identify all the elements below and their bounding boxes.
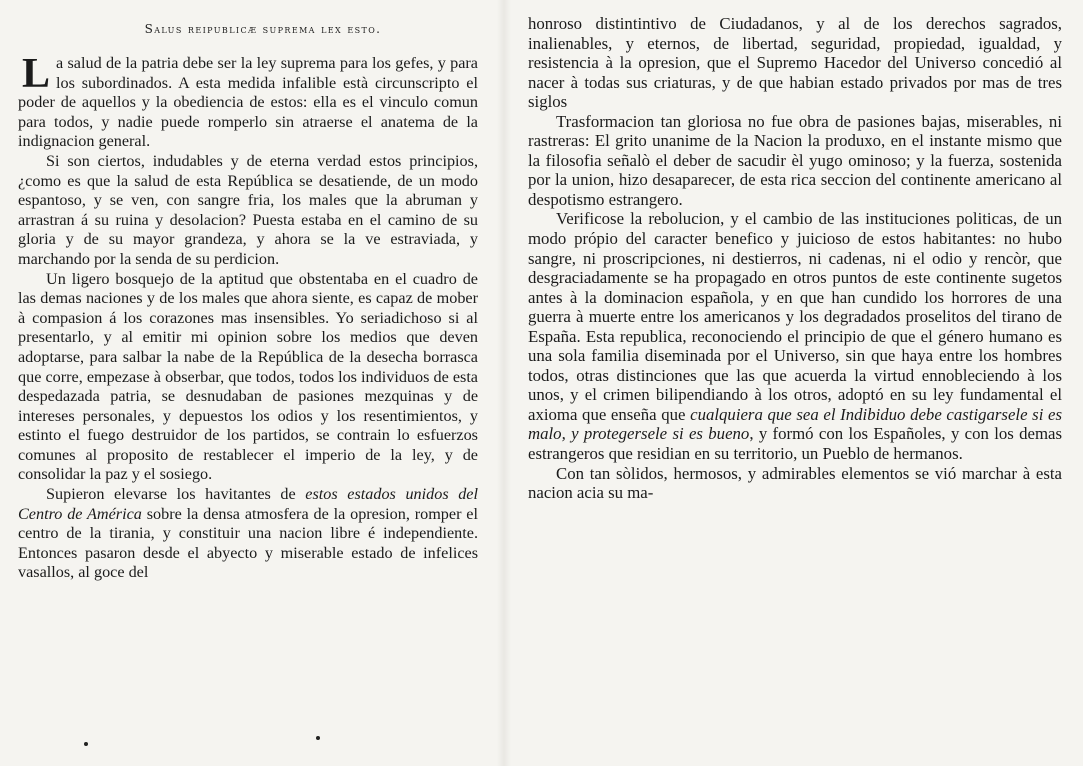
- left-column: [18, 51, 478, 583]
- left-paragraph-3: Un ligero bosquejo de la aptitud que obstentaba en el cuadro de las demas naciones y de los males que ahora siente, es capaz de mober à compasion á los corazones mas insensibles. Yo seriadichoso si al presentarlo, y al emitir mi opinion sobre los medios que deven adoptarse, para salbar la nabe de la República de la desecha borrasca que corre, empezase à obserbar, que todos, todos los individuos de esta despedazada patria, se desnudaban de pasiones mezquinas y de intereses personales, y depuestos los odios y los resentimientos, y estinto el fuego destruidor de los partidos, se contrain lo esfuerzos comunes al proposito de restablecer el imperio de la ley, y de consolidar la paz y el sosiego.: [18, 269, 478, 484]
- left-page: [18, 22, 478, 752]
- italic-phrase: estos estados unidos del Centro de América: [18, 485, 478, 523]
- right-paragraph-4: Con tan sòlidos, hermosos, y admirables elementos se vió marchar à esta nacion acia su ma-: [528, 463, 1062, 503]
- ink-speck: [84, 742, 88, 746]
- italic-axiom: cualquiera que sea el Indibiduo debe castigarsele si es malo, y protegersele si es bueno: [528, 404, 1062, 444]
- right-page: [528, 14, 1062, 754]
- drop-cap: L: [22, 51, 51, 97]
- left-paragraph-4: Supieron elevarse los havitantes de estos estados unidos del Centro de América sobre la densa atmosfera de la opresion, romper el centro de la tirania, y constituir una nacion libre é independiente. Entonces pasaron desde el abyecto y miserable estado de infelices vasallos, al goce del: [18, 485, 478, 582]
- running-head: Salus reipublicæ suprema lex esto.: [144, 22, 382, 36]
- left-paragraph-1: La salud de la patria debe ser la ley suprema para los gefes, y para los subordinados. A esta medida infalible està circunscripto el poder de aquellos y la obediencia de estos: ella es el vinculo comun para todos, y nadie puede romperlo sin atraerse el anatema de la indignacion general.: [18, 51, 478, 151]
- right-column: [528, 14, 1062, 503]
- right-paragraph-2: Trasformacion tan gloriosa no fue obra de pasiones bajas, miserables, ni rastreras: El grito unanime de la Nacion la produxo, en el instante mismo que la filosofia señalò el deber de sacudir èl yugo ominoso; y la fuerza, sostenida por la union, hizo desaparecer, de esta rica seccion del continente americano al despotismo estrangero.: [528, 111, 1062, 209]
- book-gutter: [497, 0, 511, 766]
- ink-speck: [316, 736, 320, 740]
- right-paragraph-1: honroso distintintivo de Ciudadanos, y al de los derechos sagrados, inalienables, y eternos, de libertad, seguridad, propiedad, igualdad, y resistencia à la opresion, que el Supremo Hacedor del Universo concedió al nacer à todas sus criaturas, y de que habian estado privados por mas de tres siglos: [528, 14, 1062, 112]
- left-paragraph-2: Si son ciertos, indudables y de eterna verdad estos principios, ¿como es que la salud de esta República se desatiende, de un modo espantoso, y se ven, con sangre fria, los males que la abruman y arrastran á su ruina y desolacion? Puesta estaba en el camino de su gloria y de su mayor grandeza, y ahora se la ve estraviada, y marchando por la senda de su perdicion.: [18, 151, 478, 268]
- right-paragraph-3: Verificose la rebolucion, y el cambio de las instituciones politicas, de un modo própio del caracter benefico y juicioso de estos habitantes: no hubo sangre, ni proscripciones, ni destierros, ni cadenas, ni el odio y rencòr, que desgraciadamente se ha propagado en otros puntos de este continente sugetos antes à la dominacion española, y en que han cundido los horrores de una guerra à muerte entre los americanos y los degradados proselitos del tirano de España. Esta republica, reconociendo el principio de que el género humano es una sola familia diseminada por el Universo, sin que haya entre los hombres todos, otras distinciones que las que acuerda la virtud ennobleciendo à los unos, y el crimen bilipendiando à los otros, adoptó en su ley fundamental el axioma que enseña que cualquiera que sea el Indibiduo debe castigarsele si es malo, y protegersele si es bueno, y formó con los Españoles, y con los demas estrangeros que residian en su territorio, un Pueblo de hermanos.: [528, 209, 1063, 464]
